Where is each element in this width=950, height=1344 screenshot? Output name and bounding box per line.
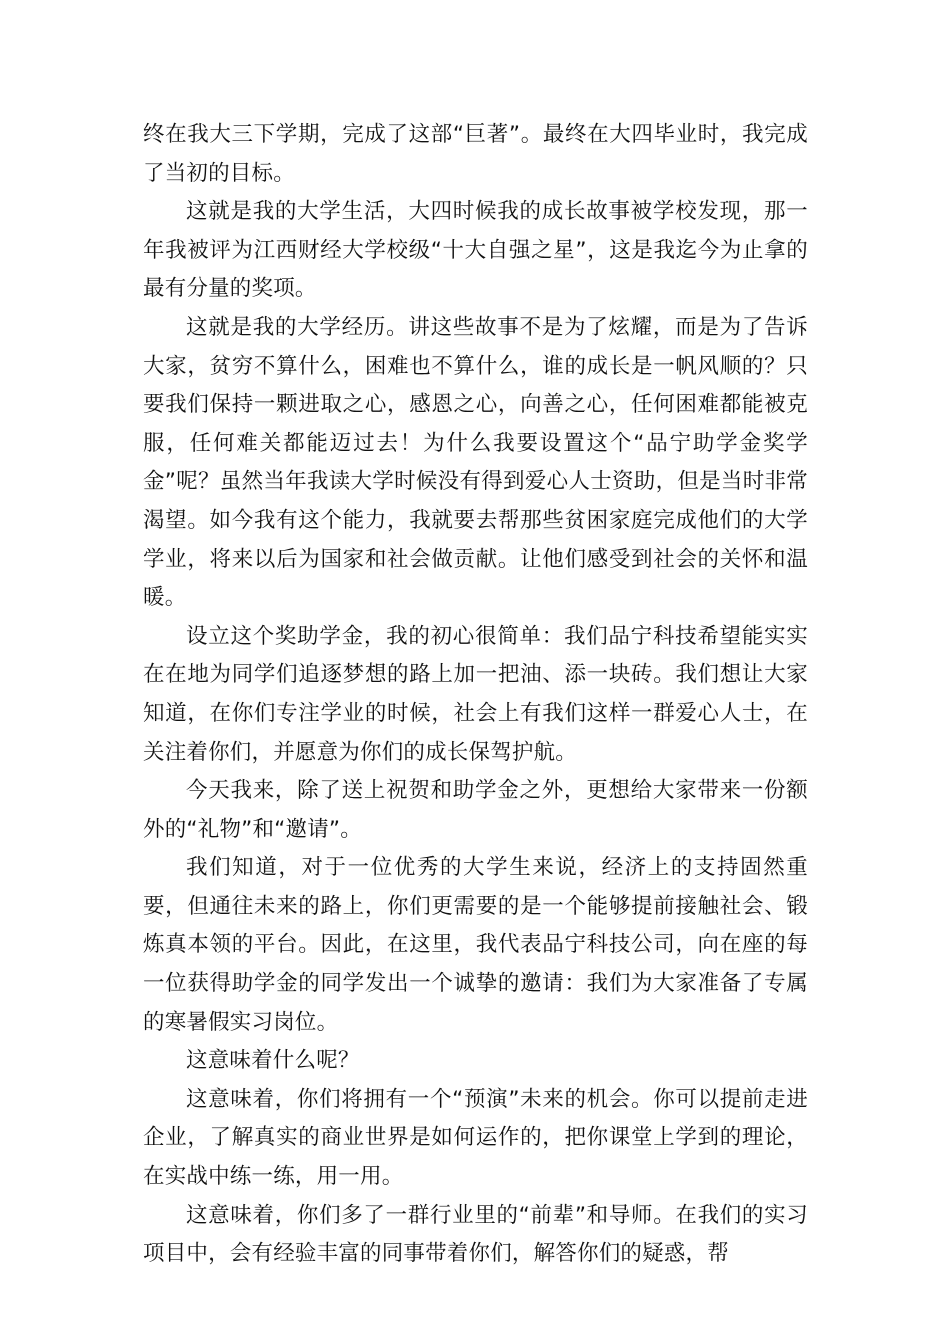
- paragraph: 这意味着，你们多了一群行业里的“前辈”和导师。在我们的实习项目中，会有经验丰富的同事带着你们，解答你们的疑惑，帮: [143, 1202, 808, 1267]
- paragraph: 我们知道，对于一位优秀的大学生来说，经济上的支持固然重要，但通往未来的路上，你们更需要的是一个能够提前接触社会、锻炼真本领的平台。因此，在这里，我代表品宁科技公司，向在座的每一位获得助学金的同学发出一个诚挚的邀请：我们为大家准备了专属的寒暑假实习岗位。: [143, 855, 808, 1035]
- paragraph: 这就是我的大学经历。讲这些故事不是为了炫耀，而是为了告诉大家，贫穷不算什么，困难也不算什么，谁的成长是一帆风顺的？只要我们保持一颗进取之心，感恩之心，向善之心，任何困难都能被克服，任何难关都能迈过去！为什么我要设置这个“品宁助学金奖学金”呢？虽然当年我读大学时候没有得到爱心人士资助，但是当时非常渴望。如今我有这个能力，我就要去帮那些贫困家庭完成他们的大学学业，将来以后为国家和社会做贡献。让他们感受到社会的关怀和温暖。: [143, 314, 808, 611]
- document-body: [143, 116, 808, 1274]
- paragraph: 这就是我的大学生活，大四时候我的成长故事被学校发现，那一年我被评为江西财经大学校级“十大自强之星”，这是我迄今为止拿的最有分量的奖项。: [143, 199, 808, 302]
- paragraph: 今天我来，除了送上祝贺和助学金之外，更想给大家带来一份额外的“礼物”和“邀请”。: [143, 778, 808, 842]
- paragraph-continued: 终在我大三下学期，完成了这部“巨著”。最终在大四毕业时，我完成了当初的目标。: [143, 122, 808, 186]
- paragraph: 设立这个奖助学金，我的初心很简单：我们品宁科技希望能实实在在地为同学们追逐梦想的路上加一把油、添一块砖。我们想让大家知道，在你们专注学业的时候，社会上有我们这样一群爱心人士，在关注着你们，并愿意为你们的成长保驾护航。: [143, 623, 808, 765]
- paragraph: 这意味着什么呢？: [186, 1048, 360, 1074]
- paragraph: 这意味着，你们将拥有一个“预演”未来的机会。你可以提前走进企业，了解真实的商业世界是如何运作的，把你课堂上学到的理论，在实战中练一练，用一用。: [143, 1086, 808, 1190]
